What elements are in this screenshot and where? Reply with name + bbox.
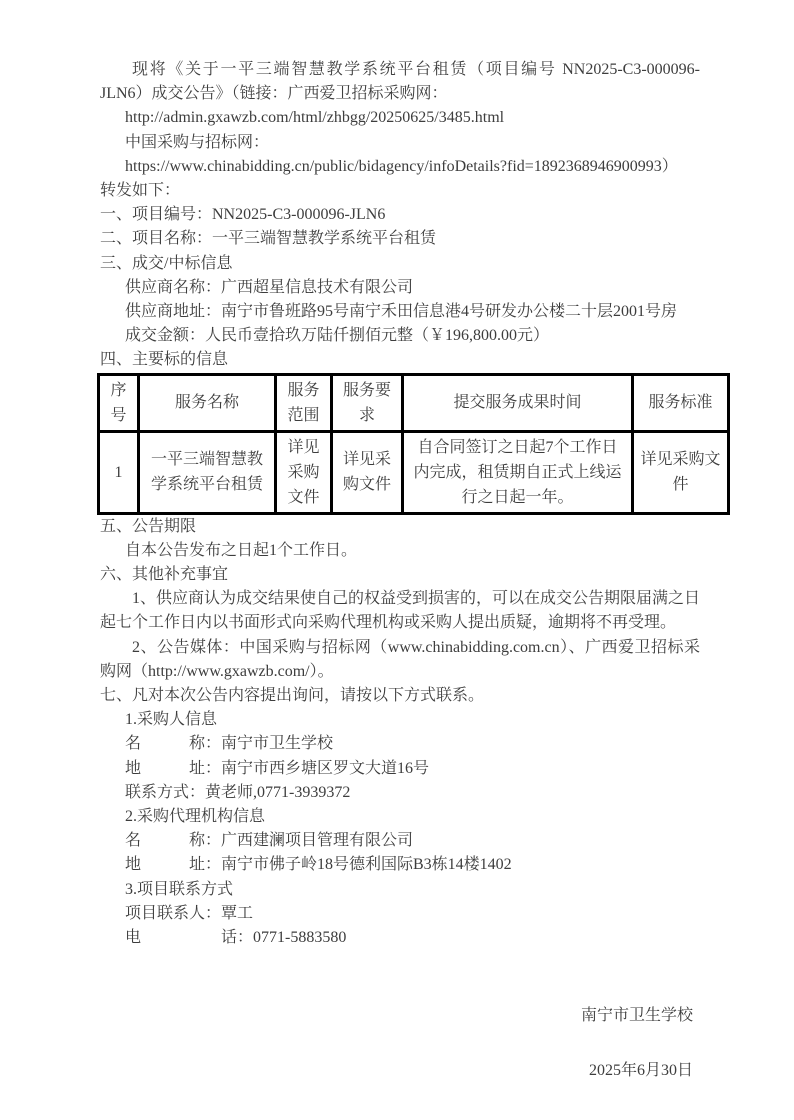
agency-name-line: 名 称：广西建澜项目管理有限公司 bbox=[125, 832, 414, 850]
buyer-info-heading: 1.采购人信息 bbox=[125, 711, 218, 729]
table-row bbox=[99, 431, 729, 513]
table-header-service-requirement: 服务要求 bbox=[332, 374, 403, 431]
section-award-info-heading: 三、成交/中标信息 bbox=[100, 254, 233, 272]
cell-service-name: 一平三端智慧教学系统平台租赁 bbox=[139, 431, 276, 513]
cell-service-scope: 详见采购文件 bbox=[276, 431, 332, 513]
cell-delivery-time: 自合同签订之日起7个工作日内完成，租赁期自正式上线运行之日起一年。 bbox=[403, 431, 633, 513]
buyer-contact-line: 联系方式：黄老师,0771-3939372 bbox=[125, 783, 351, 801]
project-contact-person-line: 项目联系人：覃工 bbox=[125, 904, 254, 922]
table-header-delivery-time: 提交服务成果时间 bbox=[403, 374, 633, 431]
section-other-matters-heading: 六、其他补充事宜 bbox=[100, 566, 229, 584]
media-paragraph: 2、公告媒体：中国采购与招标网（www.chinabidding.com.cn）、广西爱卫招标采购网（http://www.gxawzb.com/）。 bbox=[100, 638, 700, 680]
table-header-service-standard: 服务标准 bbox=[633, 374, 729, 431]
forward-note: 转发如下： bbox=[100, 182, 181, 200]
objection-paragraph: 1、供应商认为成交结果使自己的权益受到损害的，可以在成交公告期限届满之日起七个工作日内以书面形式向采购代理机构或采购人提出质疑，逾期将不再受理。 bbox=[100, 590, 701, 632]
announcement-period-body: 自本公告发布之日起1个工作日。 bbox=[125, 541, 358, 559]
section-project-name: 二、项目名称：一平三端智慧教学系统平台租赁 bbox=[100, 230, 437, 248]
section-contact-heading: 七、凡对本次公告内容提出询问，请按以下方式联系。 bbox=[100, 687, 485, 705]
section-announcement-period-heading: 五、公告期限 bbox=[100, 517, 197, 535]
table-header-row bbox=[99, 374, 729, 431]
chinabidding-label: 中国采购与招标网： bbox=[125, 133, 270, 151]
intro-paragraph: 现将《关于一平三端智慧教学系统平台租赁（项目编号 NN2025-C3-000096-JLN6）成交公告》（链接：广西爱卫招标采购网： bbox=[100, 61, 700, 103]
agency-address-line: 地 址：南宁市佛子岭18号德利国际B3栋14楼1402 bbox=[125, 856, 512, 874]
cell-seq: 1 bbox=[99, 431, 139, 513]
table-header-seq: 序号 bbox=[99, 374, 139, 431]
table-header-service-scope: 服务范围 bbox=[276, 374, 332, 431]
chinabidding-announcement-url: https://www.chinabidding.cn/public/bidagency/infoDetails?fid=1892368946900993） bbox=[125, 157, 678, 175]
section-main-items-heading: 四、主要标的信息 bbox=[100, 351, 229, 369]
award-amount-line: 成交金额：人民币壹拾玖万陆仟捌佰元整（￥196,800.00元） bbox=[125, 327, 550, 345]
section-project-number: 一、项目编号：NN2025-C3-000096-JLN6 bbox=[100, 206, 386, 224]
buyer-address-line: 地 址：南宁市西乡塘区罗文大道16号 bbox=[125, 759, 430, 777]
project-contact-heading: 3.项目联系方式 bbox=[125, 880, 234, 898]
cell-service-requirement: 详见采购文件 bbox=[332, 431, 403, 513]
cell-service-standard: 详见采购文件 bbox=[633, 431, 729, 513]
supplier-address-line: 供应商地址：南宁市鲁班路95号南宁禾田信息港4号研发办公楼二十层2001号房 bbox=[125, 303, 678, 321]
gxawzb-announcement-url: http://admin.gxawzb.com/html/zhbgg/20250625/3485.html bbox=[125, 109, 505, 127]
project-phone-line: 电 话：0771-5883580 bbox=[125, 929, 347, 947]
buyer-name-line: 名 称：南宁市卫生学校 bbox=[125, 735, 334, 753]
supplier-name-line: 供应商名称：广西超星信息技术有限公司 bbox=[125, 278, 414, 296]
signature-date: 2025年6月30日 bbox=[588, 1061, 693, 1079]
agency-info-heading: 2.采购代理机构信息 bbox=[125, 808, 266, 826]
signature-organization: 南宁市卫生学校 bbox=[580, 1007, 693, 1025]
main-items-table bbox=[97, 373, 730, 515]
table-header-service-name: 服务名称 bbox=[139, 374, 276, 431]
